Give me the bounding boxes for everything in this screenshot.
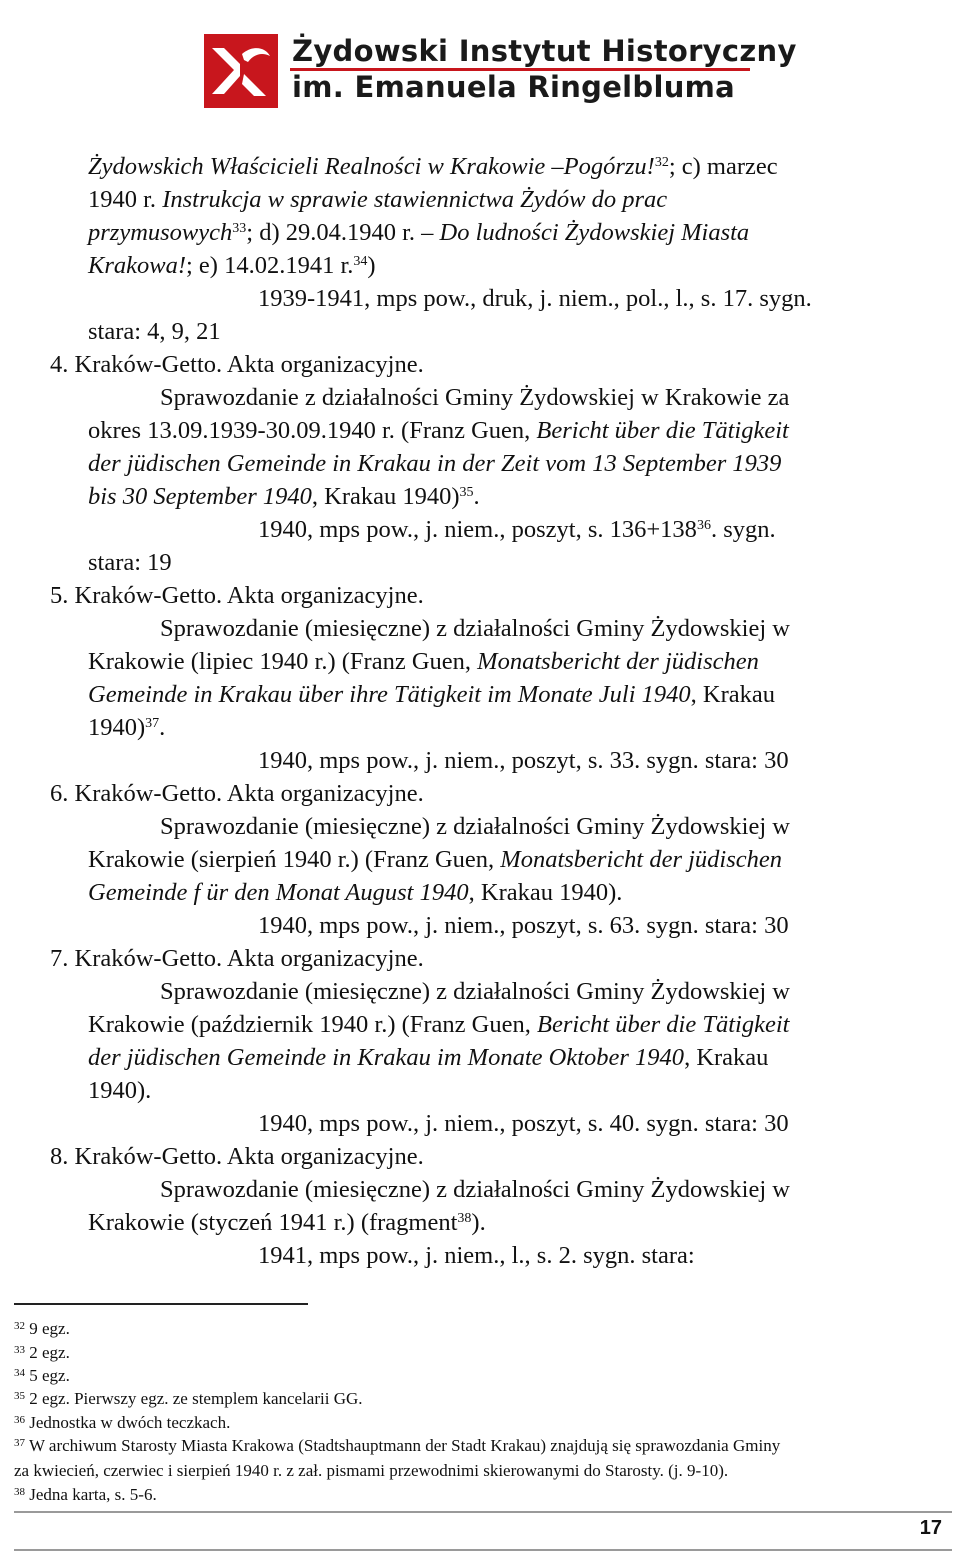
text-line: bis 30 September 1940, Krakau 1940)$^{35}$. [88, 483, 480, 510]
text-line: Krakowie (październik 1940 r.) (Franz Guen, Bericht über die Tätigkeit [88, 1011, 790, 1038]
text-line: Żydowskich Właścicieli Realności w Krakowie –Pogórzu!$^{32}$; c) marzec [88, 153, 778, 180]
footnote-divider [14, 1303, 308, 1305]
page-number: 17 [919, 1517, 942, 1539]
text-line: der jüdischen Gemeinde in Krakau im Monate Oktober 1940, Krakau [88, 1044, 769, 1071]
text-line: Sprawozdanie (miesięczne) z działalności Gminy Żydowskiej w [160, 813, 790, 840]
footnote: $^{34}$ 5 egz. [14, 1366, 70, 1385]
text-line: Sprawozdanie (miesięczne) z działalności Gminy Żydowskiej w [160, 1176, 790, 1203]
text-line: Krakowie (sierpień 1940 r.) (Franz Guen, Monatsbericht der jüdischen [88, 846, 782, 873]
text-line: Sprawozdanie (miesięczne) z działalności Gminy Żydowskiej w [160, 978, 790, 1005]
text-line: 1940, mps pow., j. niem., poszyt, s. 33. sygn. stara: 30 [258, 747, 789, 774]
logo-subtitle: im. Emanuela Ringelbluma [292, 70, 736, 104]
text-line: Gemeinde f ür den Monat August 1940, Krakau 1940). [88, 879, 623, 906]
text-line: Krakowa!; e) 14.02.1941 r.$^{34}$) [88, 252, 376, 279]
footnote: $^{35}$ 2 egz. Pierwszy egz. ze stemplem kancelarii GG. [14, 1389, 363, 1408]
entry-heading: 5. Kraków-Getto. Akta organizacyjne. [50, 582, 424, 609]
logo-title: Żydowski Instytut Historyczny [292, 34, 797, 68]
text-line: Krakowie (lipiec 1940 r.) (Franz Guen, Monatsbericht der jüdischen [88, 648, 759, 675]
text-line: okres 13.09.1939-30.09.1940 r. (Franz Guen, Bericht über die Tätigkeit [88, 417, 789, 444]
text-line: der jüdischen Gemeinde in Krakau in der Zeit vom 13 September 1939 [88, 450, 782, 477]
text-line: 1940)$^{37}$. [88, 714, 166, 741]
footnote: $^{33}$ 2 egz. [14, 1343, 70, 1362]
text-line: Sprawozdanie (miesięczne) z działalności Gminy Żydowskiej w [160, 615, 790, 642]
text-line: przymusowych$^{33}$; d) 29.04.1940 r. – Do ludności Żydowskiej Miasta [88, 219, 750, 246]
text-line: Sprawozdanie z działalności Gminy Żydowskiej w Krakowie za [160, 384, 790, 411]
footnote: $^{32}$ 9 egz. [14, 1319, 70, 1338]
text-line: 1940, mps pow., j. niem., poszyt, s. 40. sygn. stara: 30 [258, 1110, 789, 1137]
text-line: 1940, mps pow., j. niem., poszyt, s. 63. sygn. stara: 30 [258, 912, 789, 939]
text-line: 1940 r. Instrukcja w sprawie stawiennictwa Żydów do prac [88, 186, 668, 213]
text-line: stara: 4, 9, 21 [88, 318, 221, 345]
entry-heading: 6. Kraków-Getto. Akta organizacyjne. [50, 780, 424, 807]
text-line: Krakowie (styczeń 1941 r.) (fragment$^{38}$). [88, 1209, 486, 1236]
institute-emblem-icon [204, 34, 278, 108]
entry-heading: 8. Kraków-Getto. Akta organizacyjne. [50, 1143, 424, 1170]
text-line: stara: 19 [88, 549, 172, 576]
text-line: 1941, mps pow., j. niem., l., s. 2. sygn. stara: [258, 1242, 695, 1269]
institute-logo [200, 30, 797, 122]
page-footer [14, 1511, 952, 1551]
footnote: $^{38}$ Jedna karta, s. 5-6. [14, 1485, 157, 1504]
text-line: 1939-1941, mps pow., druk, j. niem., pol., l., s. 17. sygn. [258, 285, 812, 312]
entry-heading: 4. Kraków-Getto. Akta organizacyjne. [50, 351, 424, 378]
footnote: $^{37}$ W archiwum Starosty Miasta Krakowa (Stadtshauptmann der Stadt Krakau) znajdują się sprawozdania Gminy [14, 1436, 781, 1455]
text-line: 1940). [88, 1077, 152, 1104]
text-line: 1940, mps pow., j. niem., poszyt, s. $136+138^{36}$. sygn. [258, 516, 776, 543]
entry-heading: 7. Kraków-Getto. Akta organizacyjne. [50, 945, 424, 972]
footnote: $^{36}$ Jednostka w dwóch teczkach. [14, 1413, 231, 1432]
footnote-continuation: za kwiecień, czerwiec i sierpień 1940 r. z zał. pismami przewodnimi skierowanymi do Starosty. (j. 9-10). [14, 1461, 729, 1480]
text-line: Gemeinde in Krakau über ihre Tätigkeit im Monate Juli 1940, Krakau [88, 681, 776, 708]
